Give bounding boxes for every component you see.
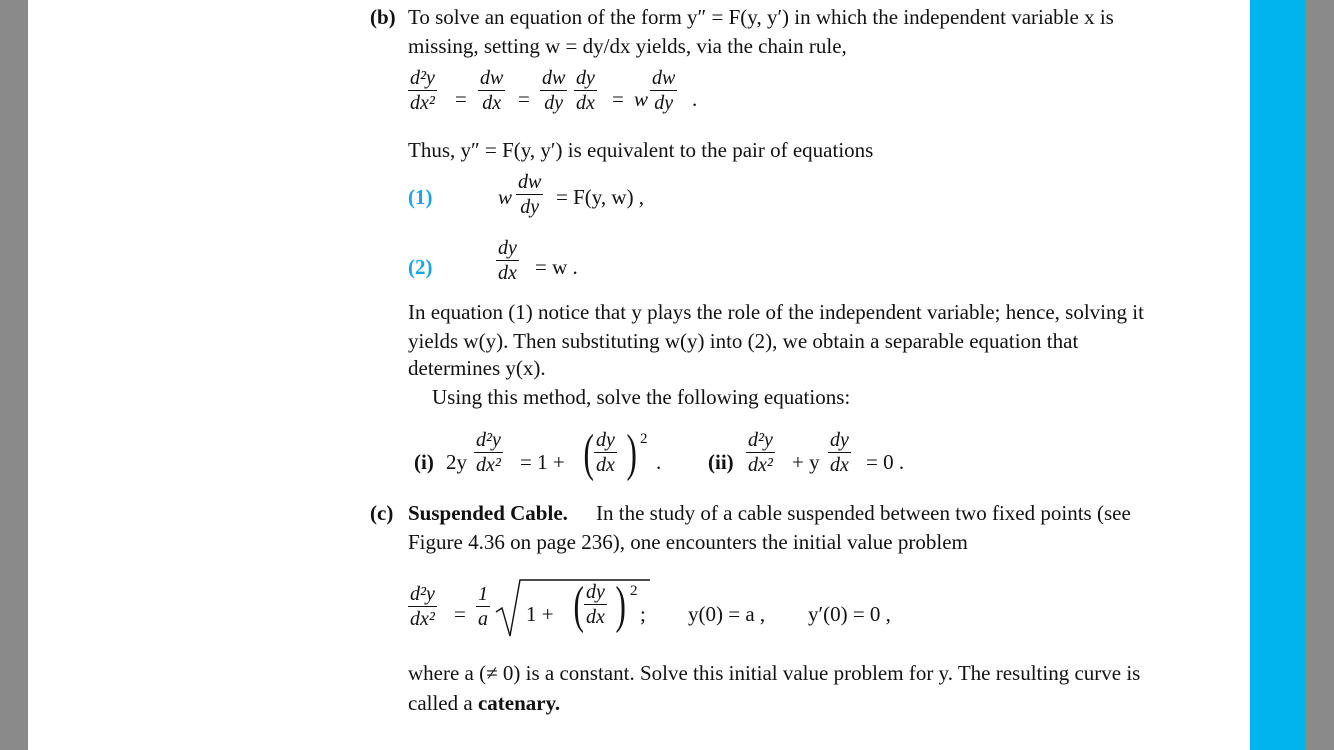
eq2-rhs: = w .	[535, 255, 578, 279]
ex-i-rparen: )	[626, 425, 637, 482]
ivp-eq: =	[454, 602, 466, 626]
part-b-label: (b)	[370, 5, 396, 29]
scroll-sidebar[interactable]	[1250, 0, 1306, 750]
chain-eq-1: =	[455, 87, 467, 111]
called-a: called a	[408, 691, 473, 715]
eq1-w: w	[498, 185, 513, 209]
part-c-label: (c)	[370, 501, 394, 525]
ivp-frac-coef: 1 a	[478, 583, 488, 630]
chain-frac-2: dw dx	[480, 67, 504, 114]
chain-eq-3: =	[612, 87, 624, 111]
eq2-frac: dy dx	[498, 237, 517, 284]
chain-w: w	[634, 87, 649, 111]
part-c-line3: where a (≠ 0) is a constant. Solve this initial value problem for y. The resulting curve is	[408, 661, 1141, 685]
chain-period: .	[692, 87, 698, 111]
eq1-frac: dw dy	[518, 171, 542, 218]
ivp-cond1: y(0) = a ,	[688, 602, 766, 626]
ex-i-end: .	[656, 450, 662, 474]
chain-frac-5: dw dy	[652, 67, 676, 114]
ivp-paren-frac: dy dx	[586, 581, 605, 628]
ex-ii-frac2: dy dx	[830, 429, 849, 476]
chain-frac-1: d²y dx²	[410, 67, 435, 114]
part-b-line2: missing, setting w = dy/dx yields, via the chain rule,	[408, 34, 847, 58]
chain-eq-2: =	[518, 87, 530, 111]
ex-i-pre: 2y	[446, 450, 467, 474]
ex-ii-end: = 0 .	[866, 450, 905, 474]
para-line3: determines y(x).	[408, 356, 546, 380]
right-margin	[1306, 0, 1334, 750]
ex-ii-label: (ii)	[708, 450, 734, 474]
ex-i-frac: d²y dx²	[476, 429, 501, 476]
ivp-cond2: y′(0) = 0 ,	[808, 602, 891, 626]
thus-line: Thus, y″ = F(y, y′) is equivalent to the pair of equations	[408, 138, 874, 162]
ex-i-paren-frac: dy dx	[596, 429, 615, 476]
eq1-label: (1)	[408, 185, 433, 209]
ivp-frac: d²y dx²	[410, 583, 435, 630]
catenary-term: catenary.	[477, 691, 561, 715]
part-b-line1: To solve an equation of the form y″ = F(y, y′) in which the independent variable x is	[408, 5, 1114, 29]
ivp-exp: 2	[630, 583, 638, 599]
ivp-lparen: (	[573, 577, 584, 634]
para-line4: Using this method, solve the following equations:	[432, 385, 851, 409]
eq2-label: (2)	[408, 255, 433, 279]
eq1-rhs: = F(y, w) ,	[556, 185, 645, 209]
ivp-rparen: )	[615, 577, 626, 634]
ex-i-lparen: (	[583, 425, 594, 482]
part-c-line2: Figure 4.36 on page 236), one encounters the initial value problem	[408, 530, 968, 554]
ivp-inner: 1 +	[526, 602, 554, 626]
ex-ii-frac1: d²y dx²	[748, 429, 773, 476]
ex-ii-mid: + y	[792, 450, 820, 474]
part-c-line4	[408, 690, 560, 716]
para-line1: In equation (1) notice that y plays the role of the independent variable; hence, solving it	[408, 300, 1144, 324]
ivp-semicolon: ;	[640, 602, 646, 626]
para-line2: yields w(y). Then substituting w(y) into (2), we obtain a separable equation that	[408, 329, 1079, 353]
ex-i-mid: = 1 +	[520, 450, 565, 474]
chain-frac-4: dy dx	[576, 67, 595, 114]
ex-i-label: (i)	[414, 450, 434, 474]
ex-i-exp: 2	[640, 431, 648, 447]
chain-frac-3: dw dy	[542, 67, 566, 114]
part-c-title: Suspended Cable.	[408, 501, 568, 525]
part-c-line1: In the study of a cable suspended between two fixed points (see	[596, 501, 1131, 525]
